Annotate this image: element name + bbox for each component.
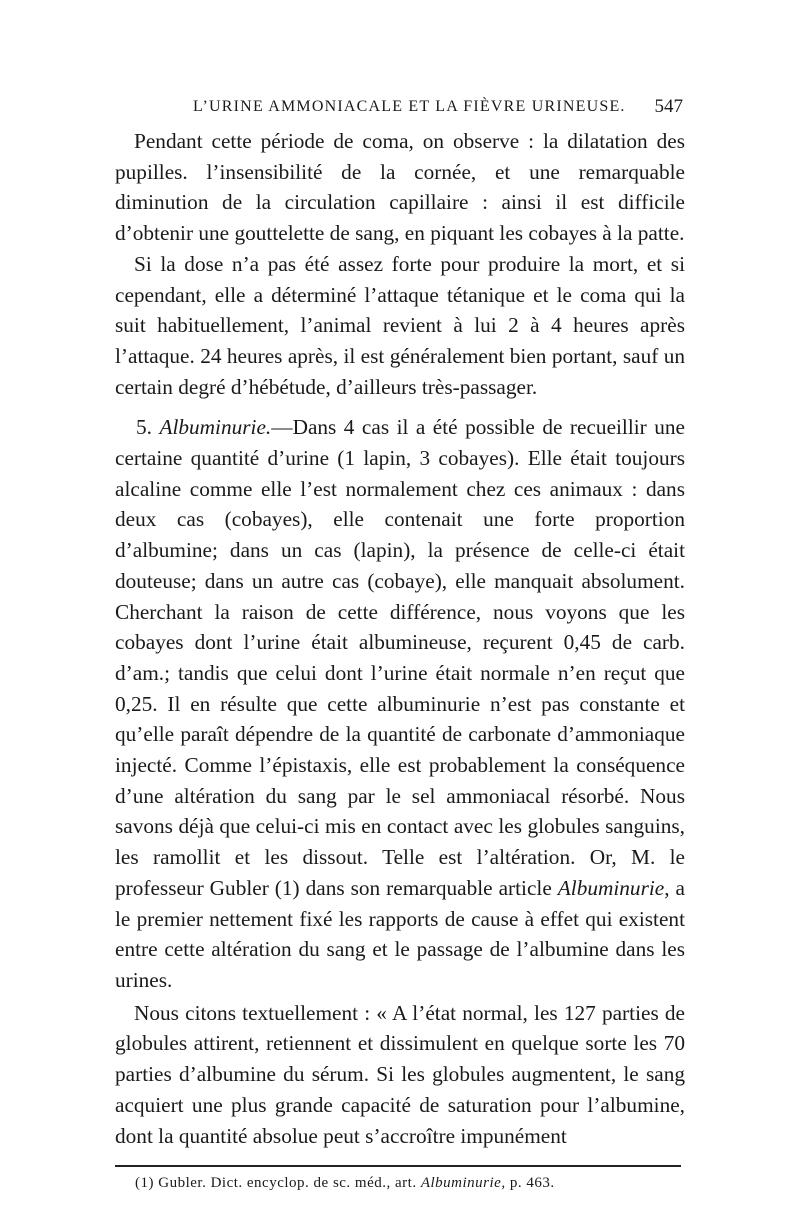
running-title: L’URINE AMMONIACALE ET LA FIÈVRE URINEUSE.	[193, 98, 626, 115]
paragraph-dose: Si la dose n’a pas été assez forte pour produire la mort, et si cependant, elle a déterminé l’attaque tétanique et le coma qui la suit habituellement, l’animal revient à lui 2 à 4 heures après l’attaque. 24 heures après, il est généralement bien portant, sauf un certain degré d’hébétude, d’ailleurs très-passager.	[115, 251, 685, 399]
footnote	[115, 1175, 685, 1192]
paragraph-albuminurie	[115, 412, 685, 995]
section-heading: Albuminurie.	[159, 415, 272, 440]
body-text	[115, 126, 685, 1151]
footnote-text: (1) Gubler. Dict. encyclop. de sc. méd., art.	[135, 1175, 417, 1192]
article-title: Albuminurie	[557, 875, 665, 900]
book-page	[115, 92, 685, 1192]
page-header	[115, 92, 685, 126]
section-text: —Dans 4 cas il a été possible de recueillir une certaine quantité d’urine (1 lapin, 3 cobayes). Elle était toujours alcaline comme elle l’est normalement chez ces animaux : dans deux cas (cobayes), elle contenait une forte proportion d’albumine; dans un cas (lapin), la présence de celle-ci était douteuse; dans un autre cas (cobaye), elle manquait absolument. Cherchant la raison de cette différence, nous voyons que les cobayes dont l’urine était albumineuse, reçurent 0,45 de carb. d’am.; tandis que celui dont l’urine était normale n’en reçut que 0,25. Il en résulte que cette albuminurie n’est pas constante et qu’elle paraît dépendre de la quantité de carbonate d’ammoniaque injecté. Comme l’épistaxis, elle est probablement la conséquence d’une altération du sang par le sel ammoniacal résorbé. Nous savons déjà que celui-ci mis en contact avec les globules sanguins, les ramollit et les dissout. Telle est l’altération. Or, M. le professeur Gubler (1) dans son remarquable article	[115, 415, 685, 900]
paragraph-quotation: Nous citons textuellement : « A l’état normal, les 127 parties de globules attirent, retiennent et dissimulent en quelque sorte les 70 parties d’albumine du sérum. Si les globules augmentent, le sang acquiert une plus grande capacité de saturation pour l’albumine, dont la quantité absolue peut s’accroître impunément	[115, 1000, 685, 1148]
section-text-tail: , a le premier nettement fixé les rapports de cause à effet qui existent entre cette altération du sang et le passage de l’albumine dans les urines.	[115, 875, 686, 992]
page-number: 547	[654, 96, 683, 117]
footnote-tail: , p. 463.	[501, 1175, 555, 1192]
footnote-article: Albuminurie	[420, 1175, 502, 1192]
footnote-rule	[115, 1165, 681, 1167]
paragraph-coma: Pendant cette période de coma, on observe : la dilatation des pupilles. l’insensibilité de la cornée, et une remarquable diminution de la circulation capillaire : ainsi il est difficile d’obtenir une gouttelette de sang, en piquant les cobayes à la patte.	[115, 129, 685, 246]
section-number: 5.	[136, 415, 152, 440]
